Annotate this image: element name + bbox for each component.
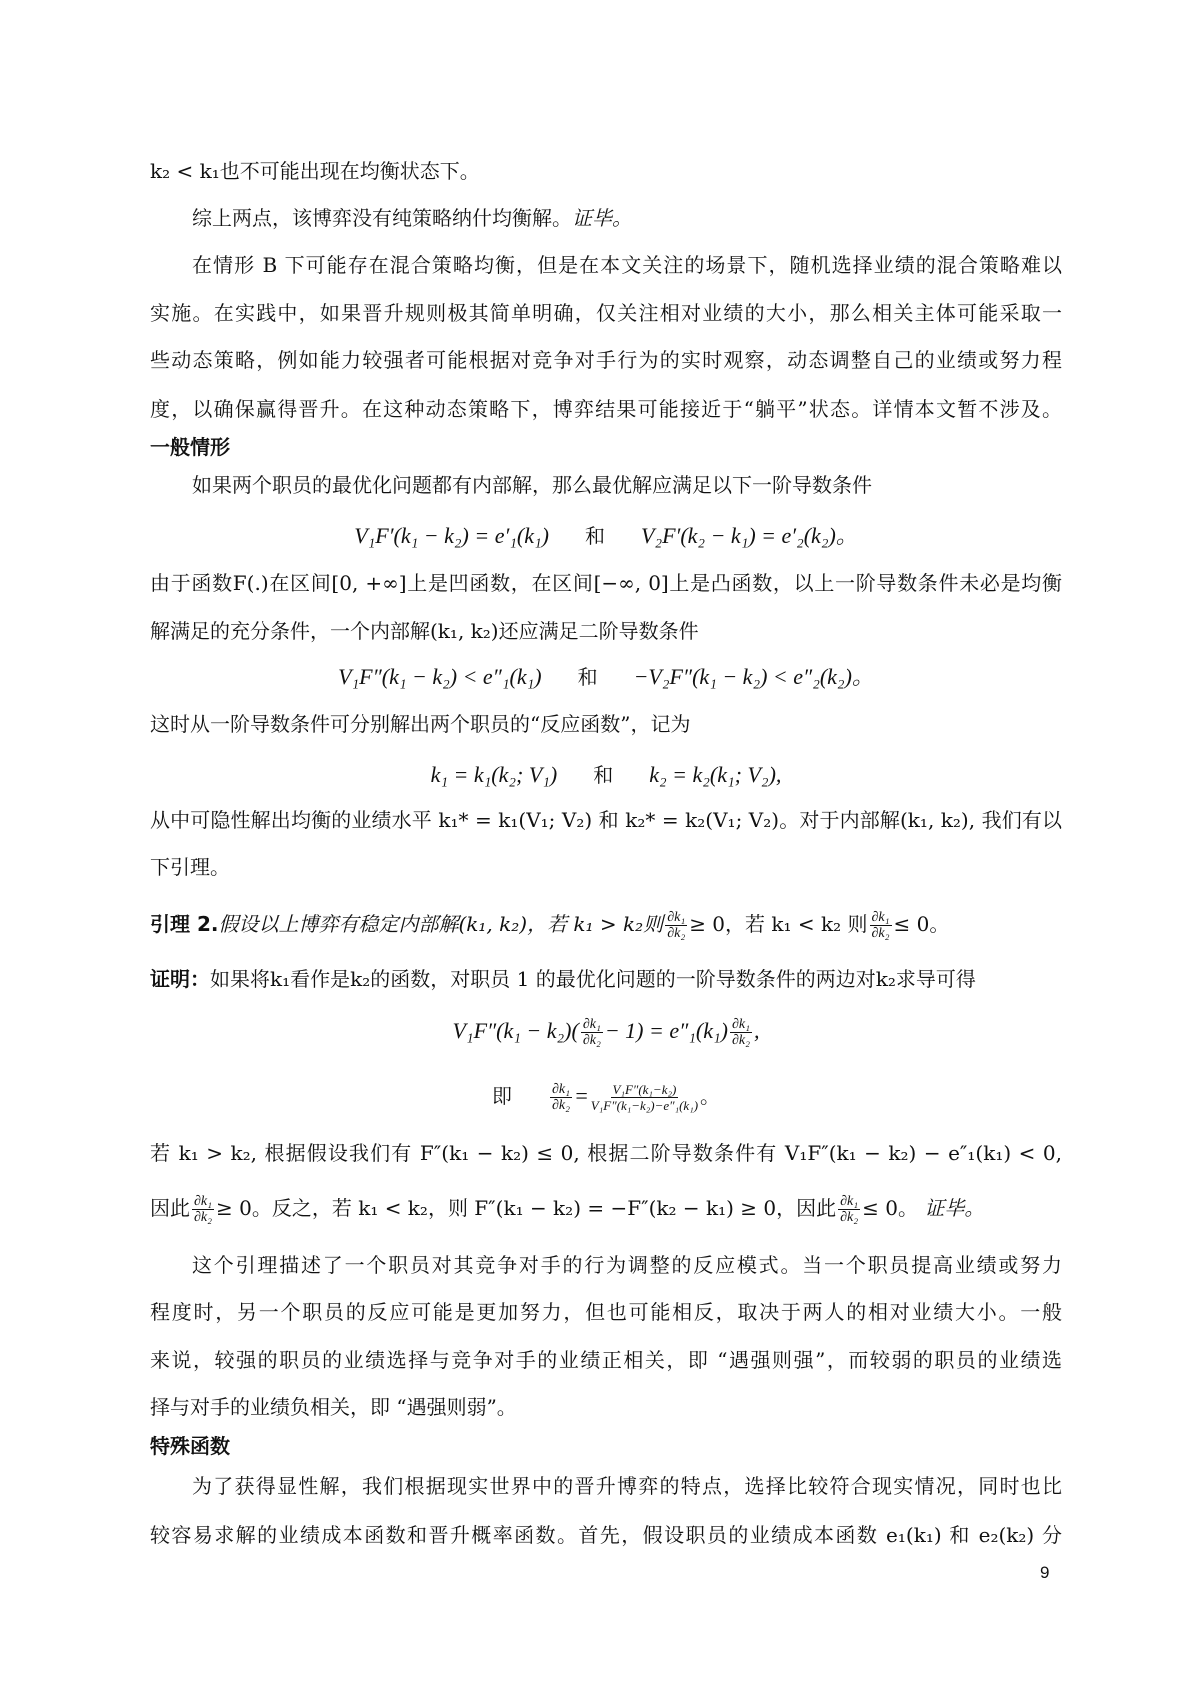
math: V₁F″(k₁ − k₂)( (452, 1018, 579, 1043)
text-line (150, 1188, 1062, 1228)
numerator: ∂k₁ (840, 1194, 859, 1209)
denominator: ∂k₂ (840, 1210, 859, 1225)
math: k₁ = k₁(k₂; V₁) (430, 762, 558, 787)
qed: 证毕。 (572, 206, 632, 230)
text-line: 度，以确保赢得晋升。在这种动态策略下，博弈结果可能接近于“躺平”状态。详情本文暂不涉及。 (150, 397, 1062, 421)
text-line: 下引理。 (150, 855, 230, 879)
numerator: ∂k₁ (582, 1017, 601, 1032)
text-line: 实施。在实践中，如果晋升规则极其简单明确，仅关注相对业绩的大小，那么相关主体可能采取一 (150, 301, 1062, 325)
numerator: ∂k₁ (871, 910, 890, 925)
text-line: 若 k₁ > k₂, 根据假设我们有 F″(k₁ − k₂) ≤ 0, 根据二阶导数条件有 V₁F″(k₁ − k₂) − e″₁(k₁) < 0, (150, 1141, 1062, 1165)
text: ≤ 0。 (862, 1196, 918, 1220)
lemma-label: 引理 2. (150, 912, 219, 936)
equation-derivative (150, 1011, 1062, 1051)
equation-soc (150, 663, 1062, 691)
text-line: 些动态策略，例如能力较强者可能根据对竞争对手行为的实时观察，动态调整自己的业绩或努力程 (150, 348, 1062, 372)
text: 和 (593, 763, 614, 787)
numerator: ∂k₁ (667, 910, 686, 925)
text-line: 这个引理描述了一个职员对其竞争对手的行为调整的反应模式。当一个职员提高业绩或努力 (192, 1253, 1062, 1277)
text-line: k₂ < k₁也不可能出现在均衡状态下。 (150, 159, 480, 183)
text: 因此 (150, 1196, 190, 1220)
text: 和 (577, 665, 598, 689)
fraction (730, 1017, 752, 1048)
text-line: 为了获得显性解，我们根据现实世界中的晋升博弈的特点，选择比较符合现实情况，同时也比 (192, 1474, 1062, 1498)
math: −V₂F″(k₁ − k₂) < e″₂(k₂)。 (633, 664, 874, 689)
denominator: ∂k₂ (194, 1210, 212, 1225)
text-line: 来说，较强的职员的业绩选择与竞争对手的业绩正相关，即 “遇强则强”，而较弱的职员的业绩选 (150, 1348, 1062, 1372)
section-heading: 特殊函数 (150, 1434, 230, 1458)
paragraph-conclusion (192, 204, 1062, 232)
text-line: 由于函数F(.)在区间[0, +∞]上是凹函数，在区间[−∞, 0]上是凸函数，以上一阶导数条件未必是均衡 (150, 571, 1062, 595)
denominator: ∂k₂ (667, 926, 686, 941)
math: − 1) = e″₁(k₁) (604, 1018, 728, 1043)
text-line: 如果两个职员的最优化问题都有内部解，那么最优解应满足以下一阶导数条件 (192, 473, 872, 497)
text: 即 (491, 1084, 512, 1108)
fraction (591, 1082, 698, 1113)
text: ≥ 0，若 k₁ < k₂ 则 (689, 912, 868, 936)
text-line: 择与对手的业绩负相关，即 “遇强则弱”。 (150, 1395, 517, 1419)
text-line: 从中可隐性解出均衡的业绩水平 k₁* = k₁(V₁; V₂) 和 k₂* = k₂(V₁; V₂)。对于内部解(k₁, k₂), 我们有以 (150, 808, 1062, 832)
math: = (573, 1083, 589, 1108)
text-line: 程度时，另一个职员的反应可能是更加努力，但也可能相反，取决于两人的相对业绩大小。一般 (150, 1300, 1062, 1324)
equation-reaction (150, 761, 1062, 789)
numerator: ∂k₁ (194, 1194, 212, 1209)
numerator: V₁F″(k₁−k₂) (612, 1082, 677, 1097)
denominator: ∂k₂ (551, 1098, 570, 1113)
fraction (838, 1194, 860, 1225)
denominator: ∂k₂ (732, 1033, 750, 1048)
fraction (581, 1017, 603, 1048)
math: k₂ = k₂(k₁; V₂), (649, 762, 782, 787)
text: 。 (700, 1084, 721, 1108)
text-line: 在情形 B 下可能存在混合策略均衡，但是在本文关注的场景下，随机选择业绩的混合策略难以 (192, 253, 1062, 277)
text: 和 (585, 524, 605, 548)
fraction (192, 1194, 214, 1225)
text: ≥ 0。反之，若 k₁ < k₂，则 F″(k₁ − k₂) = −F″(k₂ − k₁) ≥ 0，因此 (216, 1196, 837, 1220)
qed: 证毕。 (924, 1196, 985, 1220)
section-heading: 一般情形 (150, 435, 230, 459)
text-line: 较容易求解的业绩成本函数和晋升概率函数。首先，假设职员的业绩成本函数 e₁(k₁) 和 e₂(k₂) 分 (150, 1523, 1062, 1547)
fraction (550, 1082, 572, 1113)
text: ≤ 0。 (893, 912, 950, 936)
proof (150, 965, 1062, 993)
fraction (870, 910, 892, 941)
proof-label: 证明： (150, 967, 210, 991)
text: 假设以上博弈有稳定内部解(k₁, k₂)，若 k₁ > k₂则 (218, 912, 664, 936)
math: V₂F′(k₂ − k₁) = e′₂(k₂)。 (641, 523, 858, 548)
equation-foc (150, 522, 1062, 550)
math: V₁F″(k₁ − k₂) < e″₁(k₁) (338, 664, 542, 689)
denominator: V₁F″(k₁−k₂)−e″₁(k₁) (590, 1098, 699, 1113)
page-number: 9 (1040, 1563, 1050, 1582)
math: V₁F′(k₁ − k₂) = e′₁(k₁) (354, 523, 549, 548)
lemma-2 (150, 904, 1062, 944)
denominator: ∂k₂ (871, 926, 890, 941)
denominator: ∂k₂ (582, 1033, 601, 1048)
text: 如果将k₁看作是k₂的函数，对职员 1 的最优化问题的一阶导数条件的两边对k₂求导可得 (210, 967, 976, 991)
text-line: 解满足的充分条件，一个内部解(k₁, k₂)还应满足二阶导数条件 (150, 619, 699, 643)
text-line: 这时从一阶导数条件可分别解出两个职员的“反应函数”，记为 (150, 712, 691, 736)
numerator: ∂k₁ (732, 1017, 750, 1032)
text: 综上两点，该博弈没有纯策略纳什均衡解。 (192, 206, 572, 230)
math: , (754, 1018, 760, 1043)
numerator: ∂k₁ (551, 1082, 570, 1097)
fraction (665, 910, 687, 941)
equation-solution (150, 1076, 1062, 1116)
